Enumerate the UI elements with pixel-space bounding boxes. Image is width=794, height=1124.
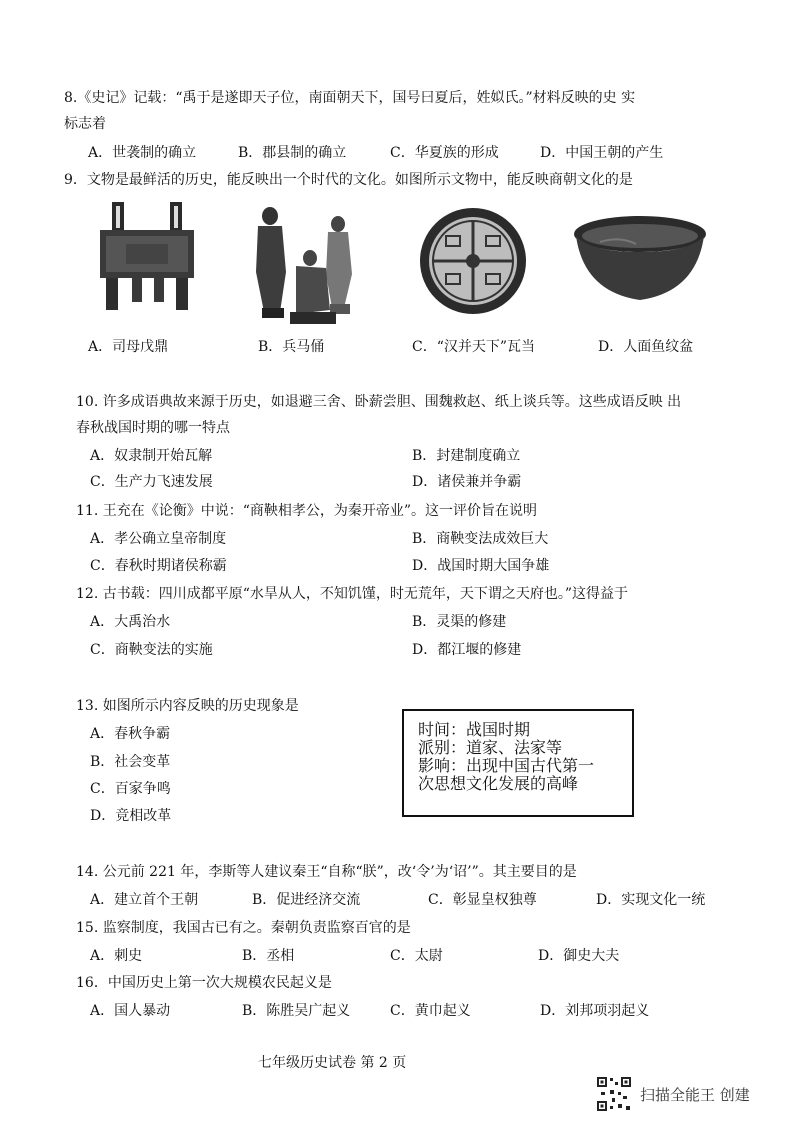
q13-option-d: D．竞相改革 bbox=[90, 808, 172, 824]
q13-option-b: B．社会变革 bbox=[90, 754, 171, 770]
watermark-text: 扫描全能王 创建 bbox=[640, 1085, 750, 1104]
q13-option-c: C．百家争鸣 bbox=[90, 781, 171, 797]
q10-option-b: B．封建制度确立 bbox=[412, 448, 521, 464]
q11-option-c: C．春秋时期诸侯称霸 bbox=[90, 558, 227, 574]
q9-option-c: C．“汉并天下”瓦当 bbox=[412, 339, 536, 355]
q10-stem-line2: 春秋战国时期的哪一特点 bbox=[76, 420, 230, 436]
q12-option-c: C．商鞅变法的实施 bbox=[90, 642, 213, 658]
q14-option-c: C．彰显皇权独尊 bbox=[428, 892, 537, 908]
q9-option-b: B．兵马俑 bbox=[258, 339, 325, 355]
q14-option-a: A．建立首个王朝 bbox=[90, 892, 199, 908]
q9-stem: 9．文物是最鲜活的历史，能反映出一个时代的文化。如图所示文物中，能反映商朝文化的是 bbox=[64, 172, 633, 188]
q10-option-a: A．奴隶制开始瓦解 bbox=[90, 448, 213, 464]
tile-end-image bbox=[418, 206, 528, 316]
q15-stem: 15. 监察制度，我国古已有之。秦朝负责监察百官的是 bbox=[76, 920, 411, 936]
q10-option-c: C．生产力飞速发展 bbox=[90, 474, 213, 490]
ding-vessel-image bbox=[92, 200, 202, 314]
q12-option-a: A．大禹治水 bbox=[90, 614, 171, 630]
q8-option-c: C．华夏族的形成 bbox=[390, 145, 499, 161]
q16-stem: 16．中国历史上第一次大规模农民起义是 bbox=[76, 975, 332, 991]
q9-option-d: D．人面鱼纹盆 bbox=[598, 339, 694, 355]
q12-option-b: B．灵渠的修建 bbox=[412, 614, 507, 630]
q8-option-d: D．中国王朝的产生 bbox=[540, 145, 664, 161]
info-box-line: 时间：战国时期 bbox=[418, 720, 531, 739]
q15-option-b: B．丞相 bbox=[242, 948, 295, 964]
q15-option-a: A．刺史 bbox=[90, 948, 143, 964]
q15-option-d: D．御史大夫 bbox=[538, 948, 620, 964]
q16-option-d: D．刘邦项羽起义 bbox=[540, 1003, 650, 1019]
q16-option-a: A．国人暴动 bbox=[90, 1003, 171, 1019]
q13-stem: 13. 如图所示内容反映的历史现象是 bbox=[76, 698, 299, 714]
q12-option-d: D．都江堰的修建 bbox=[412, 642, 522, 658]
q12-stem: 12. 古书载：四川成都平原“水旱从人，不知饥馑，时无荒年，天下谓之天府也。”这得益于 bbox=[76, 586, 629, 602]
q13-option-a: A．春秋争霸 bbox=[90, 726, 171, 742]
q10-option-d: D．诸侯兼并争霸 bbox=[412, 474, 522, 490]
qr-code-icon bbox=[596, 1076, 632, 1112]
info-box-line: 影响：出现中国古代第一 bbox=[418, 756, 595, 775]
q8-option-a: A．世袭制的确立 bbox=[88, 145, 197, 161]
q11-stem: 11. 王充在《论衡》中说：“商鞅相孝公，为秦开帝业”。这一评价旨在说明 bbox=[76, 503, 538, 519]
q14-option-b: B．促进经济交流 bbox=[252, 892, 361, 908]
info-box-line: 次思想文化发展的高峰 bbox=[418, 774, 579, 793]
terracotta-warriors-image bbox=[240, 202, 368, 330]
q14-option-d: D．实现文化一统 bbox=[596, 892, 706, 908]
q13-info-box bbox=[402, 709, 634, 817]
q15-option-c: C．太尉 bbox=[390, 948, 443, 964]
q11-option-d: D．战国时期大国争雄 bbox=[412, 558, 550, 574]
q11-option-b: B．商鞅变法成效巨大 bbox=[412, 531, 549, 547]
q10-stem-line1: 10. 许多成语典故来源于历史，如退避三舍、卧薪尝胆、围魏救赵、纸上谈兵等。这些成语反映 出 bbox=[76, 394, 682, 410]
q16-option-c: C．黄巾起义 bbox=[390, 1003, 471, 1019]
q8-stem-line2: 标志着 bbox=[64, 116, 106, 132]
q9-option-a: A．司母戊鼎 bbox=[88, 339, 169, 355]
q16-option-b: B．陈胜吴广起义 bbox=[242, 1003, 351, 1019]
page-footer: 七年级历史试卷 第 2 页 bbox=[258, 1055, 407, 1071]
fish-basin-image bbox=[570, 212, 710, 304]
q8-stem-line1: 8.《史记》记载：“禹于是遂即天子位，南面朝天下，国号曰夏后，姓姒氏。”材料反映的史 实 bbox=[64, 90, 636, 106]
q14-stem: 14. 公元前 221 年，李斯等人建议秦王“自称“朕”，改‘令’为‘诏’”。其主要目的是 bbox=[76, 864, 577, 880]
info-box-line: 派别：道家、法家等 bbox=[418, 738, 563, 757]
q11-option-a: A．孝公确立皇帝制度 bbox=[90, 531, 227, 547]
scanner-watermark bbox=[596, 1076, 750, 1112]
q8-option-b: B．郡县制的确立 bbox=[238, 145, 347, 161]
